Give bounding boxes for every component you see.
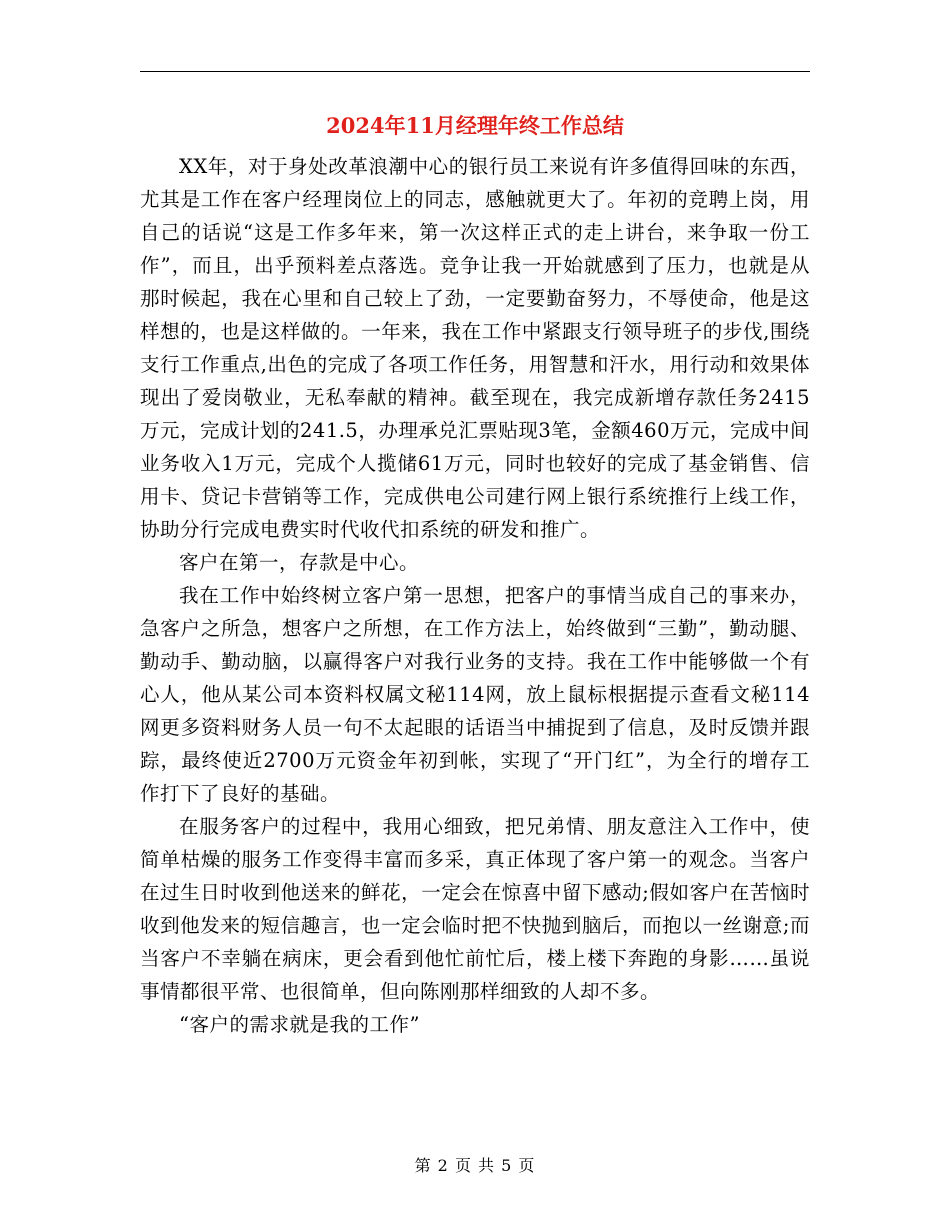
- paragraph-heading-customer-first: 客户在第一，存款是中心。: [179, 551, 420, 574]
- paragraph-intro: XX年，对于身处改革浪潮中心的银行员工来说有许多值得回味的东西，尤其是工作在客户经理岗位上的同志，感触就更大了。年初的竞聘上岗，用自己的话说“这是工作多年来，第一次这样正式的走上讲台，来争取一份工作”，而且，出乎预料差点落选。竞争让我一开始就感到了压力，也就是从那时候起，我在心里和自己较上了劲，一定要勤奋努力，不辱使命，他是这样想的，也是这样做的。一年来，我在工作中紧跟支行领导班子的步伐,围绕支行工作重点,出色的完成了各项工作任务，用智慧和汗水，用行动和效果体现出了爱岗敬业，无私奉献的精神。截至现在，我完成新增存款任务2415万元，完成计划的241.5，办理承兑汇票贴现3笔，金额460万元，完成中间业务收入1万元，完成个人揽储61万元，同时也较好的完成了基金销售、信用卡、贷记卡营销等工作，完成供电公司建行网上银行系统推行上线工作，协助分行完成电费实时代收代扣系统的研发和推广。: [140, 155, 810, 541]
- paragraph-customer-thinking: 我在工作中始终树立客户第一思想，把客户的事情当成自己的事来办，急客户之所急，想客户之所想，在工作方法上，始终做到“三勤”，勤动腿、勤动手、勤动脑，以赢得客户对我行业务的支持。我在工作中能够做一个有心人，他从某公司本资料权属文秘114网，放上鼠标根据提示查看文秘114网更多资料财务人员一句不太起眼的话语当中捕捉到了信息，及时反馈并跟踪，最终使近2700万元资金年初到帐，实现了“开门红”，为全行的增存工作打下了良好的基础。: [140, 584, 810, 805]
- document-body: [140, 150, 810, 1041]
- document-title: 2024年11月经理年终工作总结: [326, 113, 624, 138]
- header-rule: [140, 71, 810, 72]
- page-number-footer: 第 2 页 共 5 页: [414, 1156, 536, 1175]
- paragraph-service-detail: 在服务客户的过程中，我用心细致，把兄弟情、朋友意注入工作中，使简单枯燥的服务工作变得丰富而多采，真正体现了客户第一的观念。当客户在过生日时收到他送来的鲜花，一定会在惊喜中留下感动;假如客户在苦恼时收到他发来的短信趣言，也一定会临时把不快抛到脑后，而抱以一丝谢意;而当客户不幸躺在病床，更会看到他忙前忙后，楼上楼下奔跑的身影……虽说事情都很平常、也很简单，但向陈刚那样细致的人却不多。: [140, 815, 810, 1003]
- paragraph-heading-customer-needs: “客户的需求就是我的工作”: [179, 1013, 420, 1036]
